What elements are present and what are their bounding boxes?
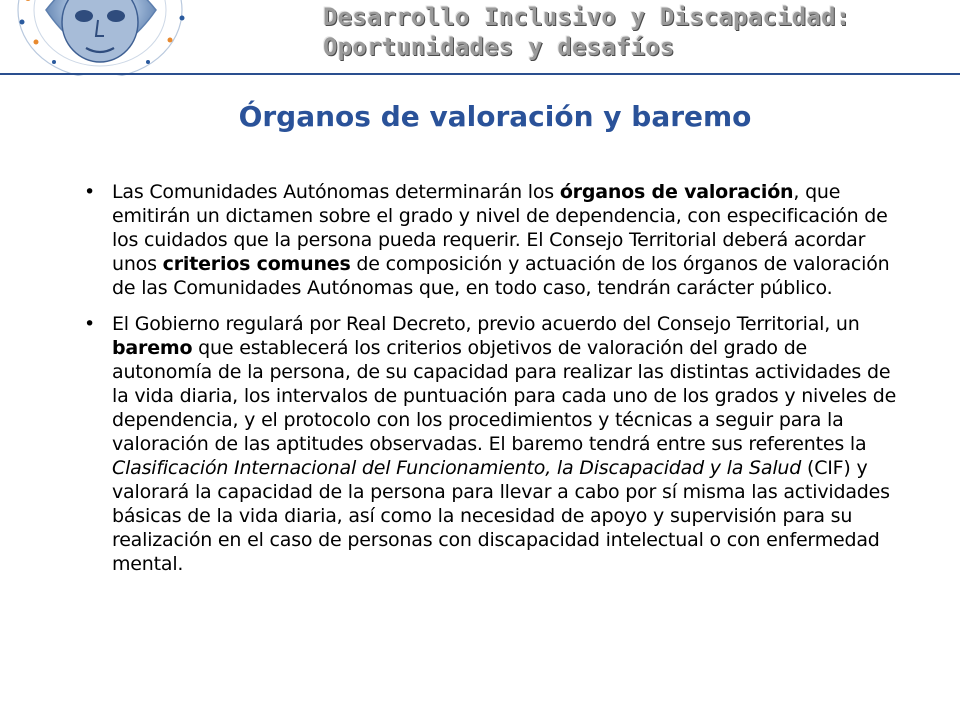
text-segment-bold: órganos de valoración bbox=[559, 181, 794, 203]
bullet-dot-icon: • bbox=[84, 181, 96, 203]
header-title-line1: Desarrollo Inclusivo y Discapacidad: bbox=[323, 3, 851, 31]
bullet-text bbox=[112, 312, 904, 576]
text-segment-italic: Clasificación Internacional del Funcionamiento, la Discapacidad y la Salud bbox=[112, 457, 802, 479]
face-globe-logo-icon bbox=[6, 0, 194, 76]
header-title bbox=[323, 2, 850, 62]
header-divider bbox=[0, 73, 960, 75]
bullet-item bbox=[84, 312, 904, 576]
text-segment: de composición y actuación de los órganos de valoración de las Comunidades Autónomas que, en todo caso, tendrán carácter público. bbox=[112, 253, 890, 299]
text-segment: Las Comunidades Autónomas determinarán los bbox=[112, 181, 560, 203]
slide-title: Órganos de valoración y baremo bbox=[238, 100, 752, 133]
header-title-line2: Oportunidades y desafíos bbox=[323, 33, 675, 61]
bullet-list bbox=[84, 180, 904, 588]
text-segment: El Gobierno regulará por Real Decreto, previo acuerdo del Consejo Territorial, un bbox=[112, 313, 860, 335]
text-segment: que establecerá los criterios objetivos de valoración del grado de autonomía de la persona, de su capacidad para realizar las distintas actividades de la vida diaria, los intervalos de puntuación para cada uno de los grados y niveles de dependencia, y el protocolo con los procedimientos y técnicas a seguir para la valoración de las aptitudes observadas. El baremo tendrá entre sus referentes la bbox=[112, 337, 897, 455]
bullet-item bbox=[84, 180, 904, 300]
text-segment-bold: criterios comunes bbox=[162, 253, 351, 275]
bullet-text bbox=[112, 180, 904, 300]
text-segment-bold: baremo bbox=[112, 337, 193, 359]
bullet-dot-icon: • bbox=[84, 313, 96, 335]
text-segment: (CIF) y valorará la capacidad de la persona para llevar a cabo por sí misma las actividades básicas de la vida diaria, así como la necesidad de apoyo y supervisión para su realización en el caso de personas con discapacidad intelectual o con enfermedad mental. bbox=[112, 457, 890, 575]
text-segment: , que emitirán un dictamen sobre el grado y nivel de dependencia, con especificación de los cuidados que la persona pueda requerir. El Consejo Territorial deberá acordar unos bbox=[112, 181, 888, 275]
slide-header bbox=[0, 0, 960, 76]
